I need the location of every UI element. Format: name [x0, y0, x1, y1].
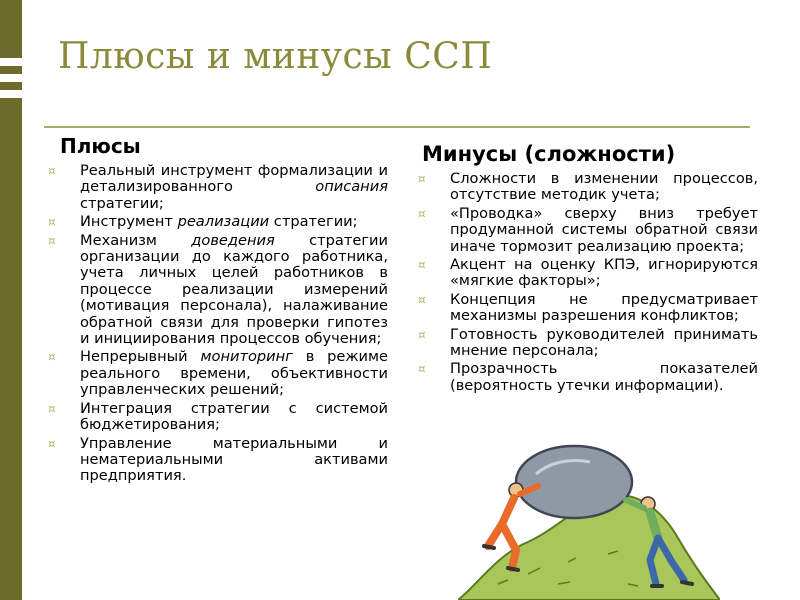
list-item — [418, 361, 758, 394]
bullet-icon: ¤ — [48, 401, 56, 416]
title-divider — [44, 126, 750, 128]
pros-list — [48, 163, 388, 487]
left-accent-bar — [0, 0, 22, 600]
item-text: стратегии; — [269, 213, 358, 231]
bar-notch — [0, 58, 22, 66]
bullet-icon: ¤ — [48, 215, 56, 230]
bullet-icon: ¤ — [418, 258, 426, 273]
bar-notch — [0, 74, 22, 82]
bullet-icon: ¤ — [418, 172, 426, 186]
item-text: стратегии; — [80, 194, 164, 212]
item-text: «Проводка» сверху вниз требует продуманной системы обратной связи иначе тормозит реализацию проекта; — [450, 204, 758, 255]
bullet-icon: ¤ — [48, 233, 56, 248]
boulder-pushing-illustration — [458, 434, 720, 600]
emphasis-text: мониторинг — [200, 348, 293, 366]
list-item — [48, 436, 388, 485]
item-text: Инструмент — [80, 213, 178, 231]
bullet-icon: ¤ — [418, 327, 426, 342]
item-text: Акцент на оценку КПЭ, игнорируются «мягкие факторы»; — [450, 256, 758, 290]
item-text: стратегии организации до каждого работника, учета личных целей работников в процессе реализации измерений (мотивация персонала), налаживание обратной связи для проверки гипотез и инициирования процессов обучения; — [80, 231, 388, 348]
cons-list — [418, 171, 758, 396]
item-text: в режиме реального времени, объективности управленческих решений; — [80, 348, 389, 399]
bullet-icon: ¤ — [48, 164, 56, 178]
list-item — [418, 206, 758, 255]
bullet-icon: ¤ — [48, 436, 56, 451]
bullet-icon: ¤ — [418, 362, 426, 377]
item-text: Управление материальными и нематериальными активами предприятия. — [80, 434, 388, 485]
emphasis-text: доведения — [191, 231, 275, 249]
cons-heading: Минусы (сложности) — [422, 142, 676, 166]
bullet-icon: ¤ — [418, 292, 426, 307]
pros-heading: Плюсы — [60, 134, 141, 158]
emphasis-text: описания — [315, 178, 388, 196]
list-item — [418, 257, 758, 290]
list-item — [48, 233, 388, 348]
item-text: Механизм — [80, 231, 192, 249]
slide-title: Плюсы и минусы ССП — [58, 36, 493, 77]
list-item — [418, 292, 758, 325]
item-text: Прозрачность показателей (вероятность утечки информации). — [450, 360, 758, 394]
bar-notch — [0, 90, 22, 98]
list-item — [48, 214, 388, 230]
bullet-icon: ¤ — [48, 350, 56, 365]
bullet-icon: ¤ — [418, 206, 426, 221]
list-item — [48, 349, 388, 398]
list-item — [48, 401, 388, 434]
emphasis-text: реализации — [177, 213, 270, 231]
item-text: Готовность руководителей принимать мнение персонала; — [450, 325, 758, 360]
item-text: Интеграция стратегии с системой бюджетирования; — [80, 399, 388, 434]
item-text: Концепция не предусматривает механизмы разрешения конфликтов; — [450, 290, 758, 325]
list-item — [418, 327, 758, 360]
item-text: Реальный инструмент формализации и детализированного — [80, 162, 388, 196]
list-item — [48, 163, 388, 212]
item-text: Непрерывный — [80, 348, 201, 366]
item-text: Сложности в изменении процессов, отсутствие методик учета; — [450, 170, 758, 204]
list-item — [418, 171, 758, 204]
